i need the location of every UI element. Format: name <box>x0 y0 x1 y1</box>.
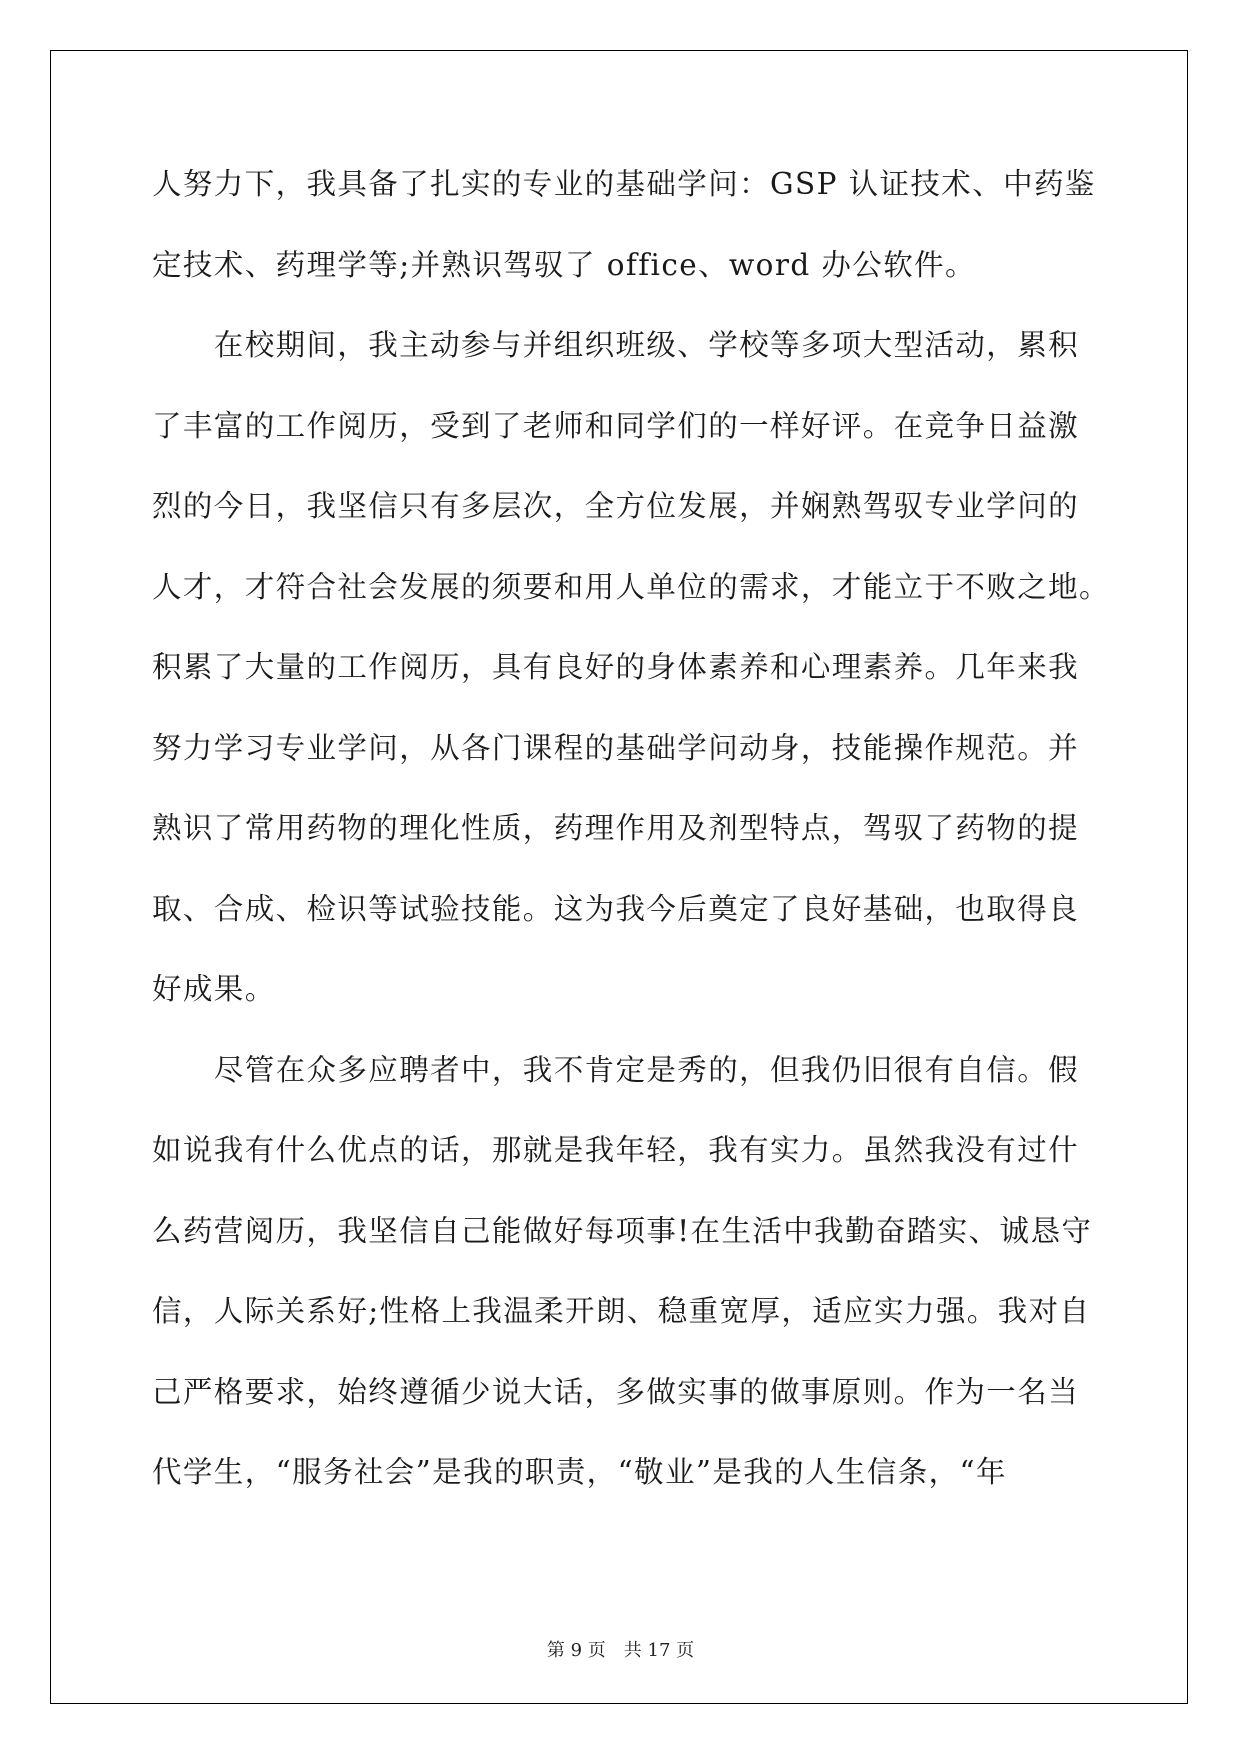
page-number-footer: 第 9 页 共 17 页 <box>546 1640 695 1661</box>
text-line: 己严格要求，始终遵循少说大话，多做实事的做事原则。作为一名当 <box>152 1374 1080 1409</box>
paragraph-start-line: 尽管在众多应聘者中，我不肯定是秀的，但我仍旧很有自信。假 <box>152 1052 1080 1087</box>
text-line: 人才，才符合社会发展的须要和用人单位的需求，才能立于不败之地。 <box>152 569 1110 604</box>
text-line: 代学生，“服务社会”是我的职责，“敬业”是我的人生信条，“年 <box>152 1455 1007 1489</box>
text-line: 么药营阅历，我坚信自己能做好每项事!在生活中我勤奋踏实、诚恳守 <box>152 1213 1093 1248</box>
text-line: 好成果。 <box>152 972 276 1006</box>
text-line: 信，人际关系好;性格上我温柔开朗、稳重宽厚，适应实力强。我对自 <box>152 1294 1091 1328</box>
text-line: 人努力下，我具备了扎实的专业的基础学问：GSP 认证技术、中药鉴 <box>152 167 1096 201</box>
text-line: 了丰富的工作阅历，受到了老师和同学们的一样好评。在竞争日益激 <box>152 408 1080 443</box>
text-line: 努力学习专业学问，从各门课程的基础学问动身，技能操作规范。并 <box>152 730 1080 765</box>
text-line: 熟识了常用药物的理化性质，药理作用及剂型特点，驾驭了药物的提 <box>152 811 1080 845</box>
text-line: 取、合成、检识等试验技能。这为我今后奠定了良好基础，也取得良 <box>152 891 1080 926</box>
text-line: 定技术、药理学等;并熟识驾驭了 office、word 办公软件。 <box>152 247 976 282</box>
text-line: 烈的今日，我坚信只有多层次，全方位发展，并娴熟驾驭专业学问的 <box>152 489 1080 523</box>
document-body <box>152 167 1110 1537</box>
text-line: 如说我有什么优点的话，那就是我年轻，我有实力。虽然我没有过什 <box>152 1133 1080 1167</box>
paragraph-start-line: 在校期间，我主动参与并组织班级、学校等多项大型活动，累积 <box>152 328 1080 362</box>
text-line: 积累了大量的工作阅历，具有良好的身体素养和心理素养。几年来我 <box>152 650 1080 684</box>
